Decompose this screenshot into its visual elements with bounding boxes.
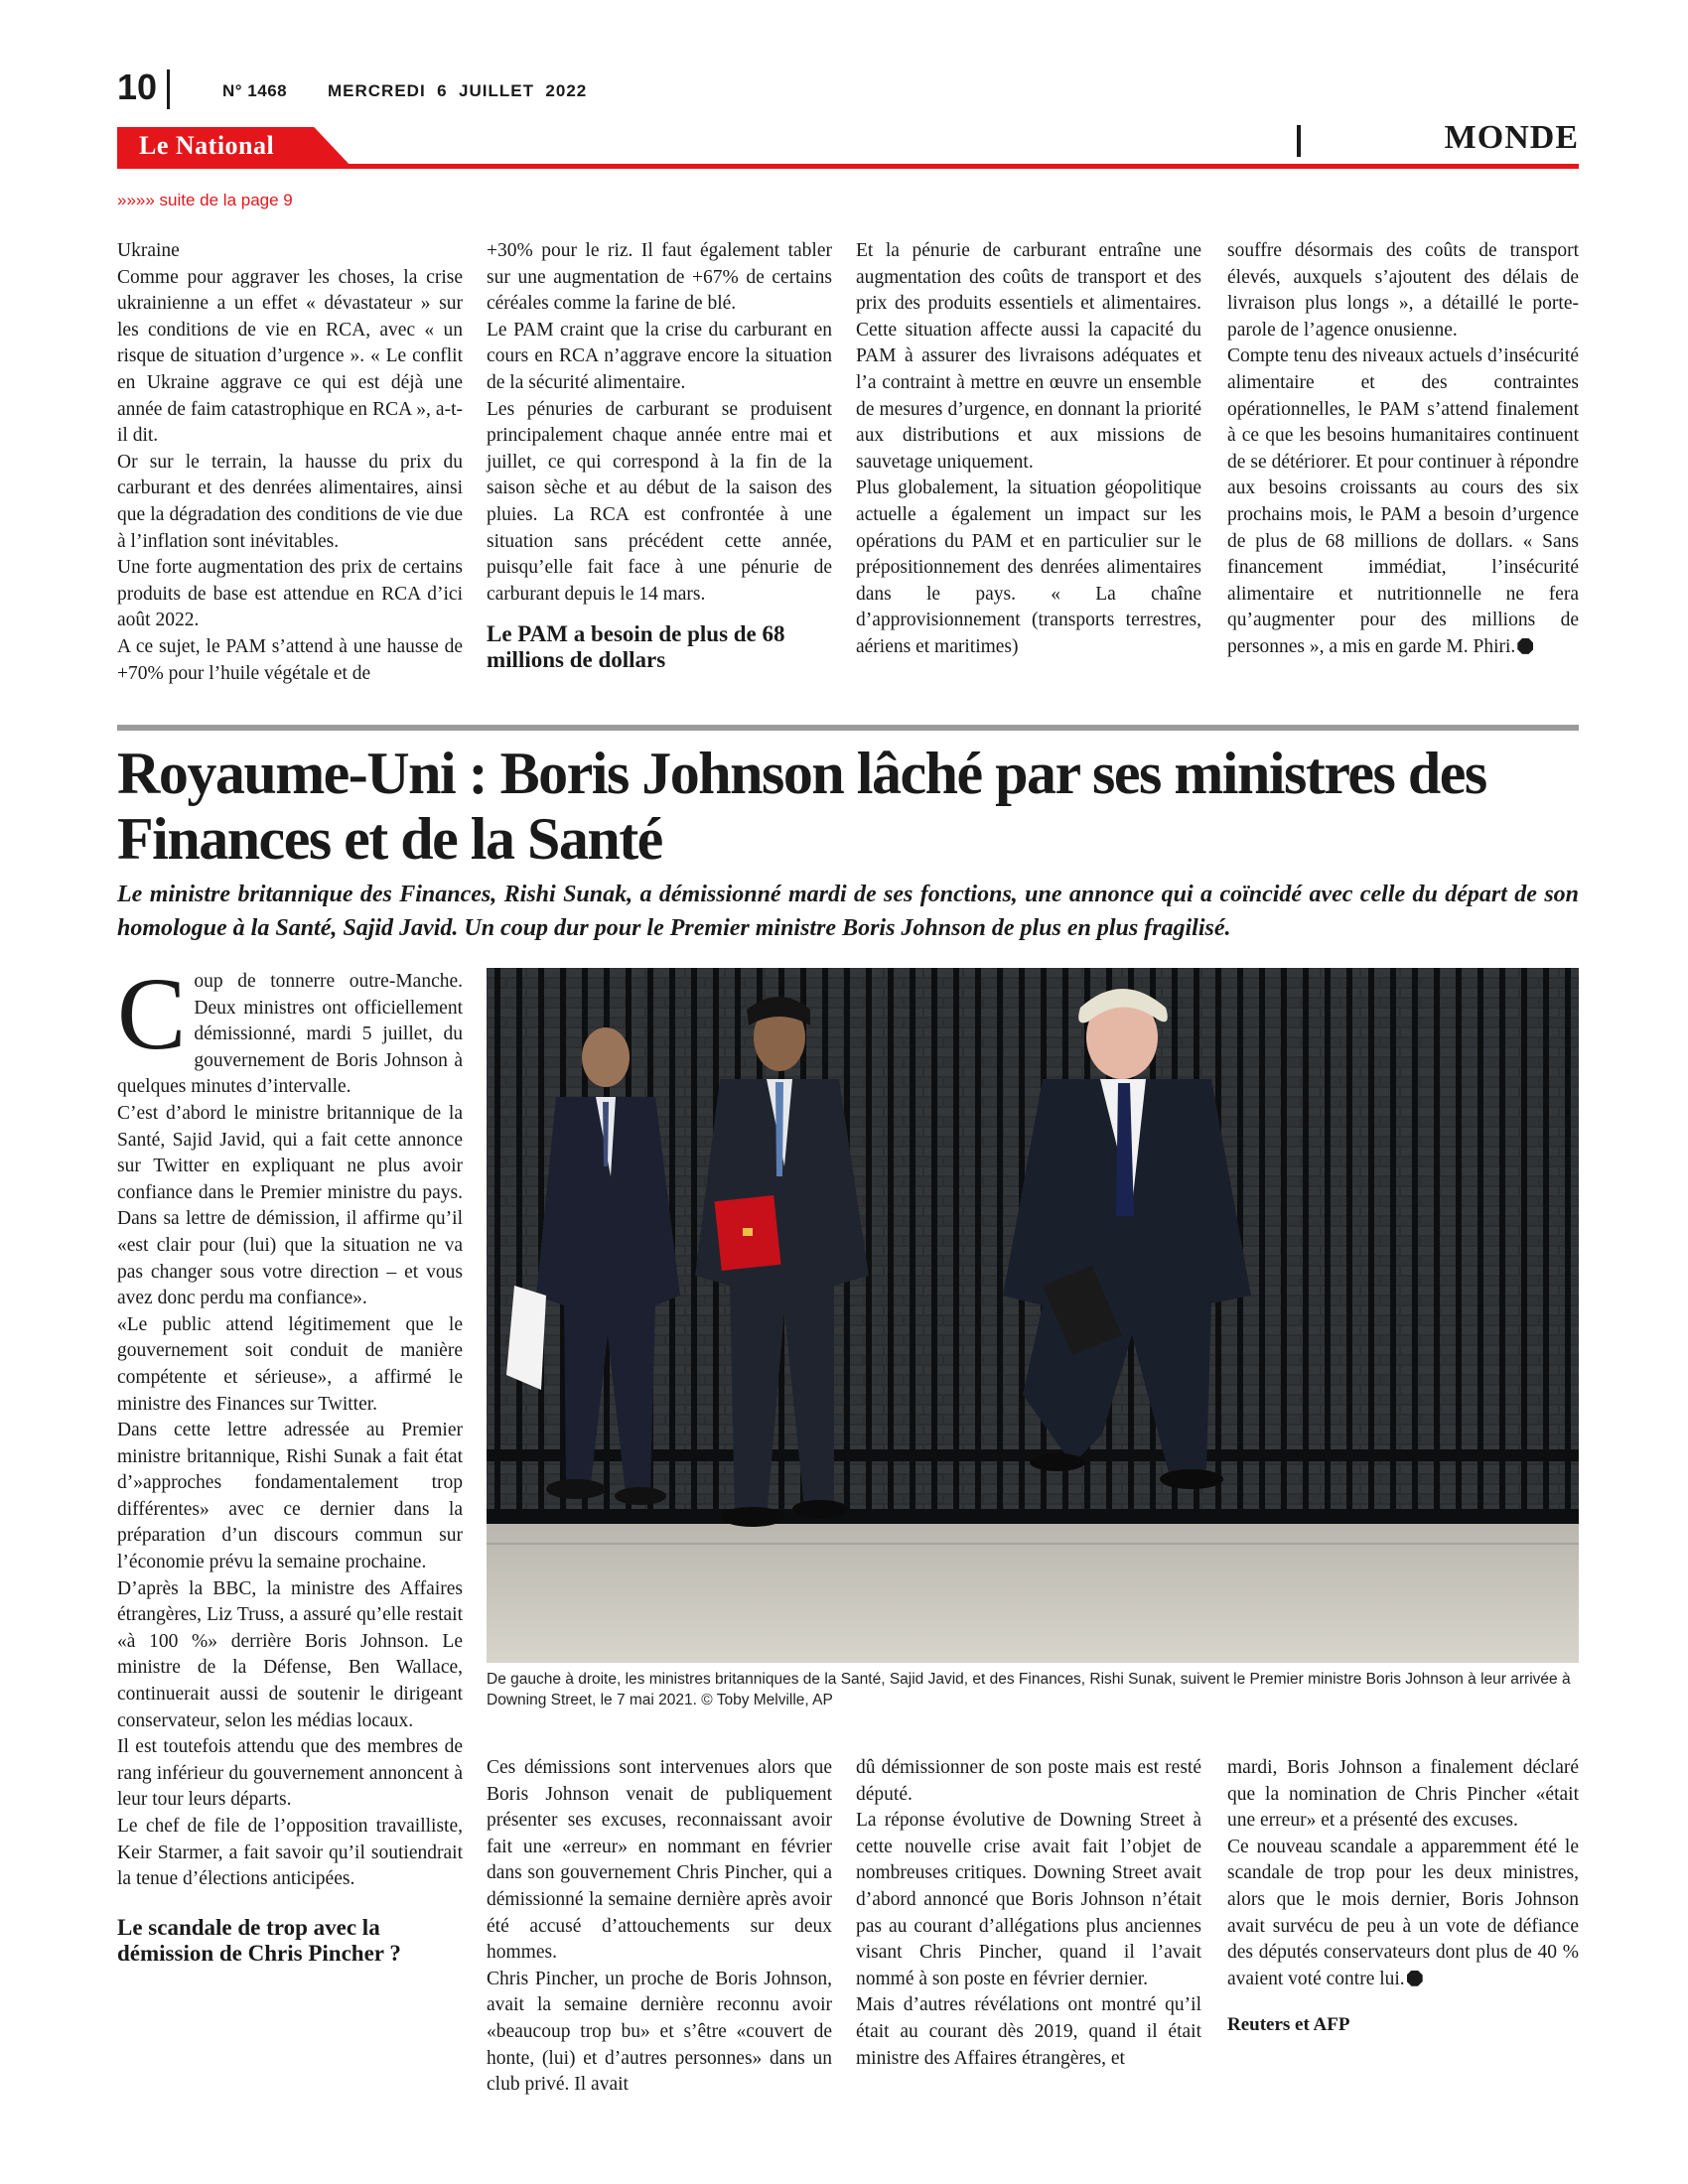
paragraph: Mais d’autres révélations ont montré qu’il était au courant dès 2019, quand il était ministre des Affaires étrangères, et [856, 1994, 1201, 2069]
paragraph: «Le public attend légitimement que le gouvernement soit conduit de manière compétente et sérieuse», a affirmé le ministre des Finances sur Twitter. [117, 1313, 463, 1415]
article-credit: Reuters et AFP [1227, 2014, 1350, 2036]
main-column-3 [856, 1755, 1201, 2072]
paragraph: A ce sujet, le PAM s’attend à une hausse de +70% pour l’huile végétale et de [117, 635, 463, 684]
photo-caption: De gauche à droite, les ministres britanniques de la Santé, Sajid Javid, et des Finances, Rishi Sunak, suivent le Premier ministre Boris Johnson à leur arrivée à Downing Street, le 7 mai 2021. © Toby Melville, AP [487, 1671, 1571, 1708]
top-column-3 [856, 238, 1201, 661]
paragraph-text: Compte tenu des niveaux actuels d’insécurité alimentaire et des contraintes opérationnelles, le PAM s’attend finalement à ce que les besoins humanitaires continuent de se détériorer. Et pour continuer à répondre aux besoins croissants au cours des six prochains mois, le PAM a besoin d’urgence de plus de 68 millions de dollars. « Sans financement immédiat, l’insécurité alimentaire et nutritionnelle ne fera qu’augmenter pour des millions de personnes », a mis en garde M. Phiri. [1227, 345, 1579, 657]
paragraph: Le PAM craint que la crise du carburant en cours en RCA n’aggrave encore la situation de la sécurité alimentaire. [487, 319, 832, 393]
continued-from: »»»» suite de la page 9 [117, 191, 293, 209]
paragraph: Il est toutefois attendu que des membres de rang inférieur du gouvernement annoncent à leur tour leurs départs. [117, 1736, 463, 1811]
top-column-4 [1227, 238, 1579, 661]
paragraph: dû démissionner de son poste mais est resté député. [856, 1757, 1201, 1805]
paragraph: souffre désormais des coûts de transport élevés, auxquels s’ajoutent des délais de livraison plus longs », a détaillé le porte-parole de l’agence onusienne. [1227, 240, 1579, 341]
downing-street-photo [487, 968, 1579, 1663]
paragraph: Plus globalement, la situation géopolitique actuelle a également un impact sur les opérations du PAM et en particulier sur le prépositionnement des denrées alimentaires dans le pays. « La chaîne d’approvisionnement (transports terrestres, aériens et maritimes) [856, 478, 1201, 657]
paragraph-text: oup de tonnerre outre-Manche. Deux ministres ont officiellement démissionné, mardi 5 juillet, du gouvernement de Boris Johnson à quelques minutes d’intervalle. [117, 971, 463, 1098]
subheading: Le scandale de trop avec la démission de Chris Pincher ? [117, 1914, 401, 1966]
paragraph: mardi, Boris Johnson a finalement déclaré que la nomination de Chris Pincher «était une erreur» et a présenté des excuses. [1227, 1757, 1579, 1832]
paragraph: Dans cette lettre adressée au Premier ministre britannique, Rishi Sunak a fait état d’»approches fondamentalement trop différentes» avec ce dernier dans la préparation d’un discours commun sur l’économie prévu la semaine prochaine. [117, 1420, 463, 1573]
paragraph: Ukraine [117, 240, 180, 261]
article-divider [117, 725, 1579, 731]
paragraph: La réponse évolutive de Downing Street à cette nouvelle crise avait fait l’objet de nombreuses critiques. Downing Street avait d’abord annoncé que Boris Johnson n’était pas au courant d’allégations plus anciennes visant Chris Pincher, quand il l’avait nommé à son poste en février dernier. [856, 1810, 1201, 1989]
main-column-4 [1227, 1755, 1579, 2039]
paragraph [1227, 1835, 1579, 1993]
article-headline: Royaume-Uni : Boris Johnson lâché par ses ministres des Finances et de la Santé [117, 741, 1486, 872]
top-column-2 [487, 238, 832, 673]
article-photo [487, 968, 1579, 1663]
paragraph: C’est d’abord le ministre britannique de la Santé, Sajid Javid, qui a fait cette annonce sur Twitter en expliquant ne plus avoir confiance dans le Premier ministre du pays. Dans sa lettre de démission, il affirme qu’il «est clair pour (lui) que la situation ne va pas changer sous votre direction – et vous avez donc perdu ma confiance». [117, 1102, 463, 1309]
top-column-1 [117, 238, 463, 687]
paragraph-text: Ce nouveau scandale a apparemment été le scandale de trop pour les deux ministres, alors que le mois dernier, Boris Johnson avait survécu de peu à un vote de défiance des députés conservateurs dont plus de 40 % avaient voté contre lui. [1227, 1836, 1579, 1989]
paragraph: Comme pour aggraver les choses, la crise ukrainienne a un effet « dévastateur » sur les conditions de vie en RCA, avec « un risque de situation d’urgence ». « Le conflit en Ukraine aggrave ce qui est déjà une année de faim catastrophique en RCA », a-t-il dit. [117, 266, 463, 447]
paragraph: Le chef de file de l’opposition travailliste, Keir Starmer, a fait savoir qu’il soutiendrait la tenue d’élections anticipées. [117, 1816, 463, 1890]
paragraph: Et la pénurie de carburant entraîne une augmentation des coûts de transport et des prix des produits essentiels et alimentaires. Cette situation affecte aussi la capacité du PAM à assurer des livraisons adéquates et l’a contraint à mettre en œuvre un ensemble de mesures d’urgence, en donnant la priorité aux distributions et aux missions de sauvetage uniquement. [856, 240, 1201, 473]
first-paragraph [117, 957, 463, 1101]
main-column-2 [487, 1755, 832, 2099]
issue-number: N° 1468 [222, 81, 288, 100]
page-number: 10 [117, 67, 158, 107]
paragraph: D’après la BBC, la ministre des Affaires étrangères, Liz Truss, a assuré qu’elle restait «à 100 %» derrière Boris Johnson. Le ministre de la Défense, Ben Wallace, continuerait aussi de soutenir le dirigeant conservateur, selon les médias locaux. [117, 1577, 463, 1731]
subheading: Le PAM a besoin de plus de 68 millions de dollars [487, 621, 785, 673]
main-column-1 [117, 957, 463, 1967]
end-of-article-icon [1407, 1971, 1423, 1986]
drop-cap: C [117, 957, 187, 1071]
header-rule [117, 164, 1579, 169]
paragraph: Chris Pincher, un proche de Boris Johnson, avait la semaine dernière reconnu avoir «beaucoup trop bu» et s’être «couvert de honte, (lui) et d’autres personnes» dans un club privé. Il avait [487, 1968, 832, 2096]
paragraph: Une forte augmentation des prix de certains produits de base est attendue en RCA d’ici août 2022. [117, 557, 463, 631]
paragraph: Ces démissions sont intervenues alors que Boris Johnson venait de publiquement présenter ses excuses, reconnaissant avoir fait une «erreur» en nommant en février dans son gouvernement Chris Pincher, qui a démissionné la semaine dernière après avoir été accusé d’attouchements sur deux hommes. [487, 1757, 832, 1964]
issue-date: MERCREDI 6 JUILLET 2022 [328, 81, 588, 100]
paragraph: Les pénuries de carburant se produisent principalement chaque année entre mai et juillet, ce qui correspond à la fin de la saison sèche et au début de la saison des pluies. La RCA est confrontée à une situation sans précédent cette année, puisqu’elle fait face à une pénurie de carburant depuis le 14 mars. [487, 398, 832, 605]
article-lede: Le ministre britannique des Finances, Rishi Sunak, a démissionné mardi de ses fonctions, une annonce qui a coïncidé avec celle du départ de son homologue à la Santé, Sajid Javid. Un coup dur pour le Premier ministre Boris Johnson de plus en plus fragilisé. [117, 882, 1579, 941]
page-number-divider [167, 69, 170, 109]
paragraph [1227, 343, 1579, 660]
paragraph: +30% pour le riz. Il faut également tabler sur une augmentation de +67% de certains céréales comme la farine de blé. [487, 240, 832, 315]
paragraph: Or sur le terrain, la hausse du prix du carburant et des denrées alimentaires, ainsi que la dégradation des conditions de vie due à l’inflation sont inévitables. [117, 451, 463, 552]
section-divider [1297, 125, 1301, 157]
end-of-article-icon [1517, 638, 1533, 654]
brand-name: Le National [139, 131, 275, 160]
section-title: MONDE [1444, 119, 1579, 156]
